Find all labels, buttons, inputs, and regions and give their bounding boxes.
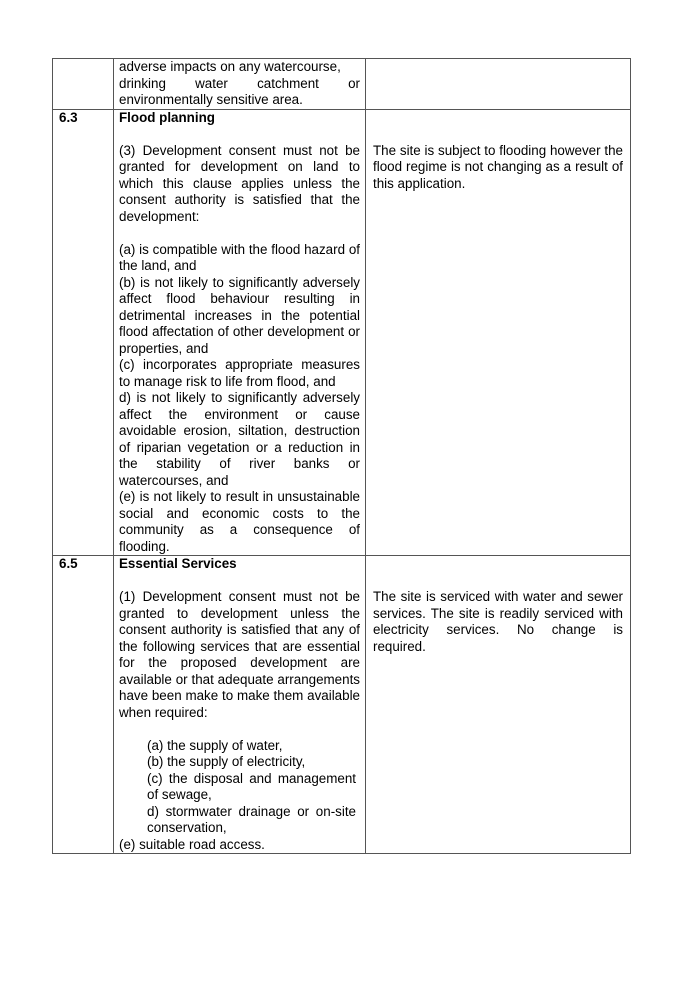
service-item: (a) the supply of water, bbox=[147, 737, 283, 753]
clause-intro: (3) Development consent must not be granted for development on land to which this clause applies unless the consent authority is satisfied that the development: bbox=[119, 142, 360, 224]
clause-item: (e) is not likely to result in unsustainable social and economic costs to the community as a consequence of flooding. bbox=[119, 489, 360, 554]
continuation-line: drinking water catchment or bbox=[119, 75, 360, 91]
assessment-table bbox=[52, 58, 631, 854]
clause-number-cell bbox=[53, 59, 114, 110]
comment-cell bbox=[366, 556, 631, 854]
service-item-last: (e) suitable road access. bbox=[119, 836, 265, 852]
clause-text-cell bbox=[114, 109, 366, 556]
clause-intro: (1) Development consent must not be granted to development unless the consent authority is satisfied that any of the following services that are essential for the proposed development are available or that adequate arrangements have been make to make them available when required: bbox=[119, 589, 360, 720]
continuation-line: adverse impacts on any watercourse, bbox=[119, 59, 341, 74]
table-row-6-3 bbox=[53, 109, 631, 556]
assessment-comment: The site is serviced with water and sewer services. The site is readily serviced with electricity services. No change is required. bbox=[373, 589, 623, 654]
table-row-continuation bbox=[53, 59, 631, 110]
clause-number: 6.3 bbox=[53, 109, 114, 556]
table-row-6-5 bbox=[53, 556, 631, 854]
clause-item: (a) is compatible with the flood hazard of the land, and bbox=[119, 241, 360, 273]
clause-text-cell bbox=[114, 59, 366, 110]
service-item: (b) the supply of electricity, bbox=[147, 754, 306, 769]
clause-heading: Essential Services bbox=[119, 556, 237, 571]
clause-number: 6.5 bbox=[53, 556, 114, 854]
service-item: d) stormwater drainage or on-site conservation, bbox=[147, 803, 356, 835]
clause-item: (c) incorporates appropriate measures to manage risk to life from flood, and bbox=[119, 357, 360, 389]
assessment-comment: The site is subject to flooding however the flood regime is not changing as a result of this application. bbox=[373, 142, 623, 191]
clause-item: (b) is not likely to significantly adversely affect flood behaviour resulting in detrimental increases in the potential flood affectation of other development or properties, and bbox=[119, 274, 360, 356]
comment-cell bbox=[366, 59, 631, 110]
service-item: (c) the disposal and management of sewage, bbox=[147, 770, 356, 802]
clause-heading: Flood planning bbox=[119, 109, 215, 125]
clause-text-cell bbox=[114, 556, 366, 854]
comment-cell bbox=[366, 109, 631, 556]
clause-item: d) is not likely to significantly adversely affect the environment or cause avoidable erosion, siltation, destruction of riparian vegetation or a reduction in the stability of river banks or watercourses, and bbox=[119, 390, 360, 488]
continuation-line: environmentally sensitive area. bbox=[119, 92, 303, 107]
